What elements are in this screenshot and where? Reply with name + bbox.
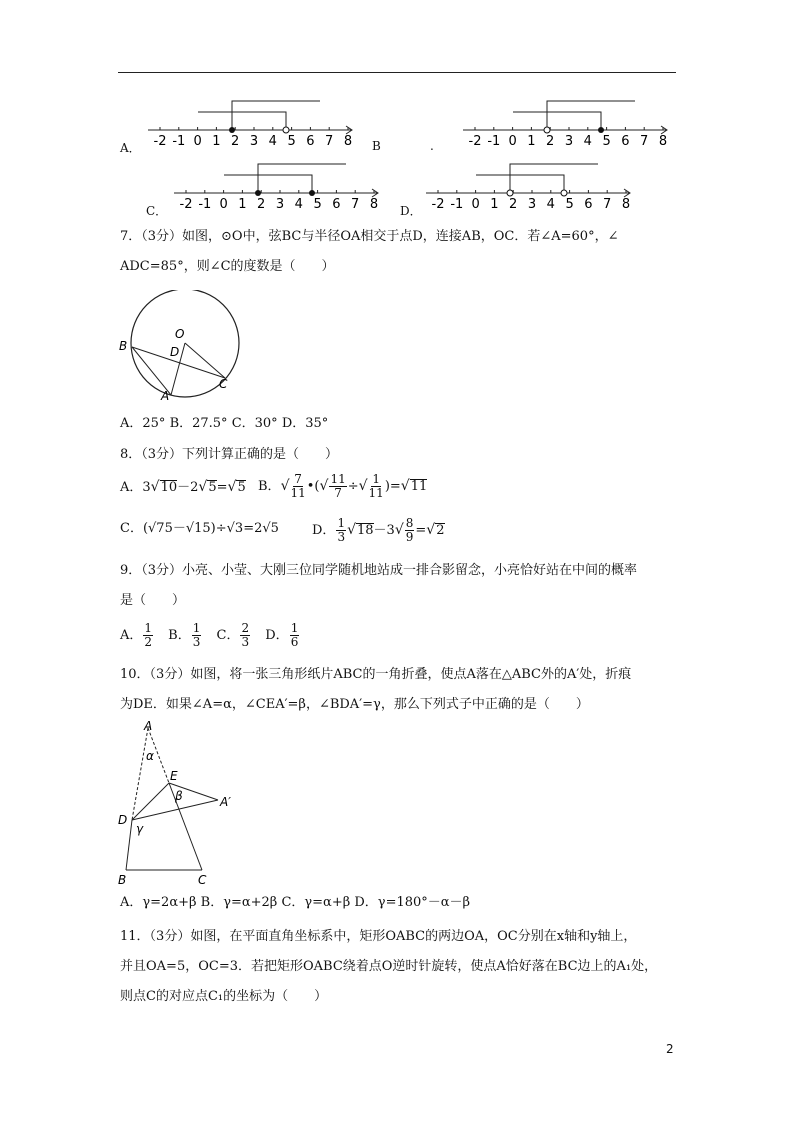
label-beta: β (175, 789, 183, 803)
tick-label: 0 (508, 134, 517, 149)
tick-label: 8 (621, 197, 631, 212)
q7-line-1: 7．（3分）如图，⊙O中，弦BC与半径OA相交于点D，连接AB，OC．若∠A=60°，∠ (120, 229, 619, 244)
q9-option-b: B． $\frac{1}{3}$ (168, 621, 201, 649)
tick-label: 1 (490, 197, 499, 212)
closed-point-icon (229, 127, 235, 133)
closed-point-icon (598, 127, 604, 133)
q9-line-2: 是（ ） (120, 593, 186, 608)
tick-label: 1 (238, 197, 247, 212)
tick-label: 6 (584, 197, 593, 212)
tick-label: 7 (351, 197, 360, 212)
tick-label: 6 (306, 134, 315, 149)
tick-label: -1 (198, 197, 212, 212)
label-e: E (170, 769, 178, 783)
tick-label: 0 (193, 134, 202, 149)
number-line-d (418, 158, 638, 218)
tick-label: 5 (602, 134, 611, 149)
tick-label: -1 (172, 134, 186, 149)
q10-triangle-figure (112, 718, 242, 888)
tick-label: 7 (325, 134, 334, 149)
closed-point-icon (309, 190, 315, 196)
q6-option-c-label: C． (146, 204, 168, 218)
q9-option-c: C． $\frac{2}{3}$ (216, 621, 250, 649)
tick-label: 7 (603, 197, 612, 212)
q7-circle-figure (115, 290, 250, 405)
q10-line-1: 10．（3分）如图，将一张三角形纸片ABC的一角折叠，使点A落在△ABC外的A′处，折痕 (120, 667, 632, 682)
tick-label: 2 (546, 134, 555, 149)
tick-label: 3 (564, 134, 574, 149)
q10-line-2: 为DE．如果∠A=α，∠CEA′=β，∠BDA′=γ，那么下列式子中正确的是（ ） (120, 697, 589, 712)
tick-label: 6 (332, 197, 341, 212)
tick-label: -2 (431, 197, 445, 212)
tick-label: 8 (343, 134, 353, 149)
q6-option-a-label: A． (120, 141, 141, 155)
q9-line-1: 9．（3分）小亮、小莹、大刚三位同学随机地站成一排合影留念，小亮恰好站在中间的概率 (120, 563, 638, 578)
tick-label: -2 (468, 134, 482, 149)
open-point-icon (561, 190, 567, 196)
q7-options: A．25° B．27.5° C．30° D．35° (120, 416, 329, 431)
number-line-a (140, 95, 360, 155)
tick-label: 4 (546, 197, 555, 212)
label-alpha: α (146, 749, 154, 763)
q6-option-b-dot: . (430, 139, 434, 153)
tick-label: 3 (527, 197, 537, 212)
q8-option-d: D． $\frac{1}{3}$ √18－3√ $\frac{8}{9}$ =√2 (312, 516, 445, 544)
tick-label: 5 (313, 197, 322, 212)
tick-label: 1 (212, 134, 221, 149)
tick-label: -2 (153, 134, 167, 149)
header-rule (118, 72, 676, 73)
tick-label: -1 (450, 197, 464, 212)
q8-option-c: C．(√75－√15)÷√3=2√5 (120, 521, 279, 536)
label-gamma: γ (136, 822, 144, 836)
tick-label: 4 (294, 197, 303, 212)
number-line-c (166, 158, 386, 218)
label-a-prime: A′ (220, 795, 231, 809)
open-point-icon (544, 127, 550, 133)
q7-line-2: ADC=85°，则∠C的度数是（ ） (120, 259, 335, 274)
number-line-b (455, 95, 675, 155)
tick-label: 8 (658, 134, 668, 149)
label-b: B (119, 339, 128, 353)
label-c: C (198, 873, 207, 887)
tick-label: 3 (249, 134, 259, 149)
tick-label: -2 (179, 197, 193, 212)
q6-option-d-label: D． (400, 204, 422, 218)
tick-label: 6 (621, 134, 630, 149)
tick-label: -1 (487, 134, 501, 149)
q9-option-a: A． $\frac{1}{2}$ (120, 621, 153, 649)
q11-line-2: 并且OA=5，OC=3．若把矩形OABC绕着点O逆时针旋转，使点A恰好落在BC边上的A₁处， (120, 959, 658, 974)
tick-label: 8 (369, 197, 379, 212)
q8-option-b: B．√ $\frac{7}{11}$ •(√ $\frac{11}{7}$ ÷√ $\frac{1}{11}$ )=√11 (258, 472, 428, 500)
tick-label: 7 (640, 134, 649, 149)
open-point-icon (283, 127, 289, 133)
label-c: C (219, 377, 228, 391)
closed-point-icon (255, 190, 261, 196)
q11-line-3: 则点C的对应点C₁的坐标为（ ） (120, 989, 328, 1004)
tick-label: 1 (527, 134, 536, 149)
tick-label: 0 (219, 197, 228, 212)
tick-label: 2 (257, 197, 266, 212)
label-a: A (161, 389, 170, 403)
label-a: A (144, 719, 153, 733)
tick-label: 2 (509, 197, 518, 212)
q9-options (120, 620, 300, 652)
q10-options: A．γ=2α+β B．γ=α+2β C．γ=α+β D．γ=180°－α－β (120, 895, 471, 910)
page-number: 2 (666, 1042, 674, 1056)
label-b: B (118, 873, 127, 887)
tick-label: 2 (231, 134, 240, 149)
open-point-icon (507, 190, 513, 196)
label-d: D (118, 813, 128, 827)
label-o: O (175, 327, 185, 341)
q8-option-a: A．3√10－2√5=√5 (120, 479, 246, 495)
q9-option-d: D． $\frac{1}{6}$ (265, 621, 299, 649)
tick-label: 5 (565, 197, 574, 212)
q6-option-b-label: B (372, 139, 381, 153)
label-d: D (170, 345, 180, 359)
tick-label: 0 (471, 197, 480, 212)
tick-label: 5 (287, 134, 296, 149)
tick-label: 4 (268, 134, 277, 149)
q8-stem: 8．（3分）下列计算正确的是（ ） (120, 447, 339, 462)
q11-line-1: 11．（3分）如图，在平面直角坐标系中，矩形OABC的两边OA，OC分别在x轴和y轴上， (120, 929, 637, 944)
tick-label: 4 (583, 134, 592, 149)
tick-label: 3 (275, 197, 285, 212)
